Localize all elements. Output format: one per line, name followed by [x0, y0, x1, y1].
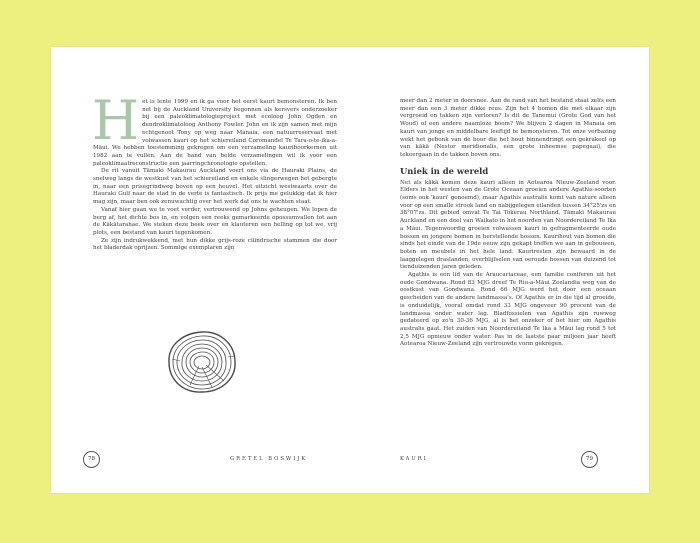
- right-page-text: [400, 98, 616, 349]
- tree-ring-disc-icon: [166, 329, 238, 395]
- left-paragraph-1: et is lente 1999 en ik ga voor het eerst kauri bemonsteren. Ik ben net bij de Auckland University begonnen als kersvers onderzoeker bij een paleoklimatologieproject met ecoloog John Ogden en dendroklimatoloog Anthony Fowler. John en ik zijn samen met mijn echtgenoot Tony op weg naar Manaia, een natuurreservaat met volwassen kauri op het schiereiland Coromandel Te Tara-o-te-ika-a-Māui. We hebben toestemming gekregen om een verzameling kauriboorkernen uit 1982 aan te vullen. Aan de hand van beide verzamelingen wil ik voor een paleoklimaatreconstructie een jaarringchronologie opstellen.: [93, 99, 337, 167]
- right-paragraph-2: Agathis is een lid van de Araucariaceae, een familie coniferen uit het oude Gondwana. Rond 83 MJG dreef Te Riu-a-Māui Zeelandia weg van de oostkust van Gondwana. Rond 66 MJG werd het door een oceaan gescheiden van de andere landmassa's. Of Agathis er in die tijd al groeide, is onduidelijk, vooral omdat rond 33 MJG ongeveer 90 procent van de landmassa onder water lag. Bladfossielen van Agathis zijn ruwweg gedateerd op zo'n 30-36 MJG, al is het onzeker of het hier om Agathis australis gaat. Het zuiden van Noordereiland Te Ika a Māui lag rond 5 tot 2,5 MJG opnieuw onder water. Pas in de laatste paar miljoen jaar heeft Aotearoa Nieuw-Zeeland zijn vertrouwde vorm gekregen.: [400, 272, 616, 348]
- running-head-left: GRETEL BOSWIJK: [230, 456, 308, 462]
- book-spread: [51, 47, 649, 493]
- right-paragraph-intro: meer dan 2 meter in doorsnee. Aan de rand van het bestand staat zelfs een meer dan een 3 meter dikke reus. Zijn het 4 bomen die met elkaar zijn vergroeid en takken zijn verloren? Is dit de Tanemui (Grote God van het Woud) of een andere naamloze boom? We blijven 2 dagen in Manaia om kauri van jonge en middelbare leeftijd te bemonsteren. Tot onze verbazing wekt het gebonk van de boor die het hout binnendringt een gekrakeel op van kākā (Nestor meridionalis, een grote inheemse papegaai), die tekeergaan in de takken boven ons.: [400, 98, 616, 158]
- left-paragraph-2: De rit vanuit Tāmaki Makaurau Auckland voert ons via de Hauraki Plains, de snelweg langs de westkust van het schiereiland en enkele slingerwegen het gebergte in, naar een prisegrindweg boven op een heuvel. Het uitzicht westwaarts over de Hauraki Gulf naar de stad in de verte is fantastisch. Ik prijs me gelukkig dat ik hier mag zijn, maar ben ook zenuwachtig over het werk dat ons te wachten staat.: [93, 168, 337, 206]
- page-number-right: 79: [581, 451, 598, 468]
- page-number-left: 78: [83, 451, 100, 468]
- left-paragraph-3: Vanaf hier gaan we te voet verder, vertrouwend op Johns geheugen. We lopen de berg af, het dichte bos in, en volgen een reeks gemarkeerde opossumvallen tot aan de Kākātarahae. We steken deze beek over en klauteren een helling op tot we, vrij plots, een bestand van kauri tegenkomen.: [93, 206, 337, 236]
- left-paragraph-4: Ze zijn indrukwekkend, met hun dikke grijs-roze cilindrische stammen die door het bladerdak oprijzen. Sommige exemplaren zijn: [93, 237, 337, 252]
- left-page-text: [92, 89, 337, 253]
- running-head-right: KAURI: [400, 456, 428, 462]
- drop-cap: H: [92, 89, 140, 152]
- section-heading: Uniek in de wereld: [400, 165, 489, 176]
- right-paragraph-1: Net als kākā komen deze kauri alleen in Aotearoa Nieuw-Zeeland voor. Elders in het westen van de Grote Oceaan groeien andere Agathis-soorten (soms ook 'kauri' genoemd), maar Agathis australis komt van nature alleen voor op een smalle strook land en nabijgelegen eilanden tussen 34°25'zs en 38°07'zs. Dit gebied omvat Te Tai Tokerau Northland, Tāmaki Makaurau Auckland en een deel van Waikato in het noorden van Noordereiland Te Ika a Māui. Tegenwoordig groeien volwassen kauri in gefragmenteerde oude bossen en jongere bomen in herstellende bossen. Kaurihout van bomen die sinds het einde van de 19de eeuw zijn gekapt treffen we aan in gebouwen, boten en meubels in het hele land. Kauriresten zijn bewaard in de laaggelegen draslanden, overblijfselen van oeroude bossen van duizend tot tienduizenden jaren geleden.: [400, 179, 616, 271]
